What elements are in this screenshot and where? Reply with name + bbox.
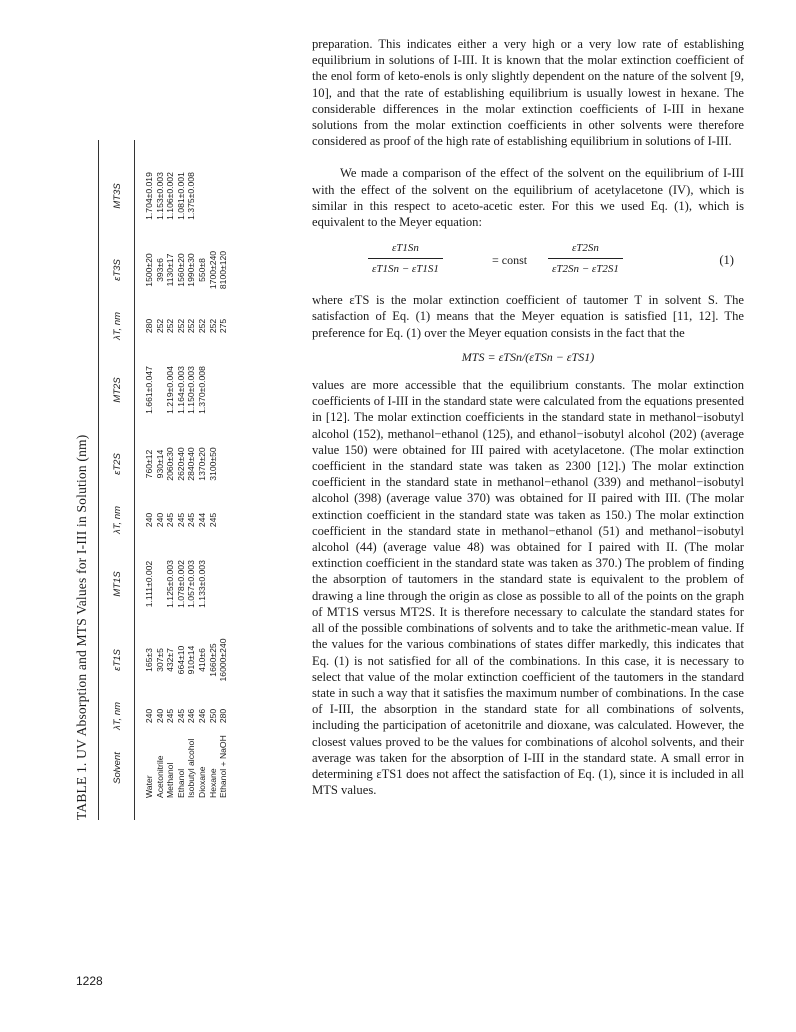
table-cell: 16000±240 xyxy=(218,638,229,682)
table-cell: 1.150±0.003 xyxy=(186,366,197,414)
table-cell: 245 xyxy=(186,512,197,528)
table-cell: 1130±17 xyxy=(165,253,176,287)
table-cell-solvent: Acetonitrile xyxy=(154,755,165,798)
table-row xyxy=(165,140,176,820)
eq1-den-left: εT1Sn − εT1S1 xyxy=(372,263,439,276)
article-text xyxy=(312,36,744,798)
table-cell: 245 xyxy=(165,512,176,528)
table-rule-top xyxy=(98,140,99,820)
eq1-number: (1) xyxy=(719,253,734,268)
table-cell: 240 xyxy=(154,708,165,724)
table-cell: 1.133±0.003 xyxy=(197,560,207,608)
table-cell: 252 xyxy=(165,318,176,334)
header-eps-2: εT2S xyxy=(112,453,123,475)
table-cell: 240 xyxy=(144,512,154,528)
header-eps-3: εT3S xyxy=(112,259,123,281)
table-cell: 245 xyxy=(175,708,186,724)
eq1-den-right: εT2Sn − εT2S1 xyxy=(552,263,619,276)
equation-1 xyxy=(312,240,744,280)
table-cell: 432±7 xyxy=(165,648,176,672)
table-cell: 393±6 xyxy=(154,258,165,282)
table-cell-solvent: Dioxane xyxy=(197,766,207,798)
table-cell: 8100±120 xyxy=(218,250,229,290)
header-m-3: MT3S xyxy=(112,183,123,209)
paragraph-3: where εTS is the molar extinction coefficient of tautomer T in solvent S. The satisfaction of Eq. (1) means that the Meyer equation is satisfied [11, 12]. The preference for Eq. (1) over the Meyer equation consists in the fact that the xyxy=(312,293,744,340)
eq1-fraction-right xyxy=(548,240,623,277)
eq1-num-left: εT1Sn xyxy=(368,240,443,259)
table-row xyxy=(186,140,197,820)
table-cell: 245 xyxy=(175,512,186,528)
paragraph-2: We made a comparison of the effect of the solvent on the equilibrium of I-III with the effect of the solvent on the equilibrium of acetylacetone (IV), which is similar in this respect to aceto-acetic ester. For this we used Eq. (1), which is equivalent to the Meyer equation: xyxy=(312,166,744,230)
eq1-fraction-left xyxy=(368,240,443,277)
table-cell: 245 xyxy=(165,708,176,724)
table-cell: 246 xyxy=(197,708,207,724)
header-lambda-2: λT, nm xyxy=(112,505,123,535)
table-cell-solvent: Water xyxy=(144,775,154,798)
header-m-2: MT2S xyxy=(112,377,123,403)
table-cell: 930±14 xyxy=(154,449,165,479)
table-cell: 1660±25 xyxy=(207,643,218,677)
table-cell: 1.375±0.008 xyxy=(186,172,197,220)
table-cell: 1990±30 xyxy=(186,253,197,287)
table-row xyxy=(197,140,208,820)
table-cell: 1370±20 xyxy=(197,447,207,481)
table-cell: 1.370±0.008 xyxy=(197,366,207,414)
header-m-1: MT1S xyxy=(112,571,123,597)
table-cell: 240 xyxy=(154,512,165,528)
table-cell: 1.106±0.002 xyxy=(165,172,176,220)
table-cell: 246 xyxy=(186,708,197,724)
header-lambda-3: λT, nm xyxy=(112,311,123,341)
table-cell: 3100±50 xyxy=(207,447,218,481)
table-cell: 280 xyxy=(218,708,229,724)
table-cell: 550±8 xyxy=(197,258,207,282)
data-table xyxy=(74,140,250,820)
table-rule-header xyxy=(134,140,135,820)
table-cell: 1.661±0.047 xyxy=(144,366,154,414)
table-cell: 910±14 xyxy=(186,645,197,675)
table-rotated-frame xyxy=(74,140,250,820)
table-cell-solvent: Methanol xyxy=(165,762,176,798)
table-cell: 240 xyxy=(144,708,154,724)
table-cell: 252 xyxy=(197,318,207,334)
table-cell-solvent: Ethanol + NaOH xyxy=(218,735,229,798)
table-cell-solvent: Ethanol xyxy=(175,768,186,798)
table-cell: 1.219±0.004 xyxy=(165,366,176,414)
paragraph-1: preparation. This indicates either a very high or a very low rate of establishing equilibrium in solutions of I-III. It is known that the molar extinction coefficient of the enol form of keto-enols is only slightly dependent on the nature of the solvent [9, 10], and that the rate of establishing equilibrium is usually lowest in hexane. The considerable differences in the molar extinction coefficients of I-III in hexane solutions from the molar extinction coefficients in other solvents were therefore considered as proof of the high rate of establishing equilibrium in solutions of I-III. xyxy=(312,37,744,149)
table-cell: 1560±20 xyxy=(175,253,186,287)
equation-2: MTS = εTSn/(εTSn − εTS1) xyxy=(461,349,595,364)
table-cell: 280 xyxy=(144,318,154,334)
table-cell: 1.153±0.003 xyxy=(154,172,165,220)
eq1-num-right: εT2Sn xyxy=(548,240,623,259)
table-caption: TABLE 1. UV Absorption and MTS Values for I-III in Solution (nm) xyxy=(74,434,89,820)
table-cell: 2060±30 xyxy=(165,447,176,481)
table-cell: 1.164±0.003 xyxy=(175,366,186,414)
table-cell: 760±12 xyxy=(144,449,154,479)
table-cell: 1700±240 xyxy=(207,250,218,290)
eq1-const: = const xyxy=(492,253,528,268)
table-cell: 1.057±0.003 xyxy=(186,560,197,608)
table-cell: 1.704±0.019 xyxy=(144,172,154,220)
table-row xyxy=(176,140,187,820)
table-cell: 252 xyxy=(175,318,186,334)
table-cell: 1500±20 xyxy=(144,253,154,287)
table-row xyxy=(218,140,229,820)
table-row xyxy=(155,140,166,820)
table-cell: 252 xyxy=(154,318,165,334)
table-cell: 1.078±0.002 xyxy=(175,560,186,608)
table-row xyxy=(208,140,219,820)
table-cell: 410±6 xyxy=(197,648,207,672)
table-row xyxy=(144,140,155,820)
table-cell: 307±5 xyxy=(154,648,165,672)
table-cell: 1.125±0.003 xyxy=(165,560,176,608)
table-cell: 2620±40 xyxy=(175,447,186,481)
table-cell: 1.111±0.002 xyxy=(144,560,154,608)
table-cell: 244 xyxy=(197,512,207,528)
header-eps-1: εT1S xyxy=(112,649,123,671)
table-cell: 165±3 xyxy=(144,648,154,672)
table-cell: 250 xyxy=(207,708,218,724)
header-solvent: Solvent xyxy=(112,752,123,784)
page-number: 1228 xyxy=(76,974,103,988)
table-cell: 252 xyxy=(186,318,197,334)
table-cell: 245 xyxy=(207,512,218,528)
table-cell: 664±10 xyxy=(175,645,186,675)
header-lambda-1: λT, nm xyxy=(112,701,123,731)
table-header-row xyxy=(104,140,132,820)
table-cell: 1.081±0.001 xyxy=(175,172,186,220)
table-cell-solvent: Isobutyl alcohol xyxy=(186,738,197,798)
table-cell: 2840±40 xyxy=(186,447,197,481)
table-cell: 275 xyxy=(218,318,229,334)
table-cell: 252 xyxy=(207,318,218,334)
paragraph-4: values are more accessible that the equilibrium constants. The molar extinction coefficients of I-III in the standard state were calculated from the equations presented in [12]. The molar extinction coefficients in the standard state in methanol−isobutyl alcohol (152), methanol−ethanol (125), and ethanol−isobutyl alcohol (202) (average value 150) were obtained for III paired with acetylacetone. (The molar extinction coefficient in the standard state was taken as 2300 [12].) The molar extinction coefficient in the standard state in methanol−ethanol (339) and methanol−isobutyl alcohol (398) (average value 370) was obtained for II paired with III. (The molar extinction coefficient in the standard state was taken as 150.) The molar extinction coefficient in the standard state in methanol−ethanol (51) and methanol−isobutyl alcohol (44) (average value 48) was obtained for I paired with II. (The molar extinction coefficient in the standard state was taken as 370.) The problem of finding the absorption of tautomers in the standard state is equivalent to the problem of drawing a line through the origin as close as possible to all of the points on the graph of MT1S versus MT2S. It is therefore necessary to calculate the standard states for all of the possible combinations of solvents and to take the arithmetic-mean value. If the values for the various combinations of states differ markedly, this indicates that Eq. (1) is not satisfied for all of the combinations. In this case, it is necessary to select that value of the molar extinction coefficient of the tautomers in the standard state in such a way that it satisfies the maximum number of combinations. In the case of I-III, the absorption in the standard state for all combinations of solvents, including the participation of acetonitrile and dioxane, was calculated. However, the closest values proved to be the values for combinations of alcohol solvents, and their average was taken for the absorption of I-III in the standard state. A small error in determining εTS1 does not affect the satisfaction of Eq. (1), since it is included in all MTS values. xyxy=(312,378,744,798)
table-cell-solvent: Hexane xyxy=(207,768,218,798)
